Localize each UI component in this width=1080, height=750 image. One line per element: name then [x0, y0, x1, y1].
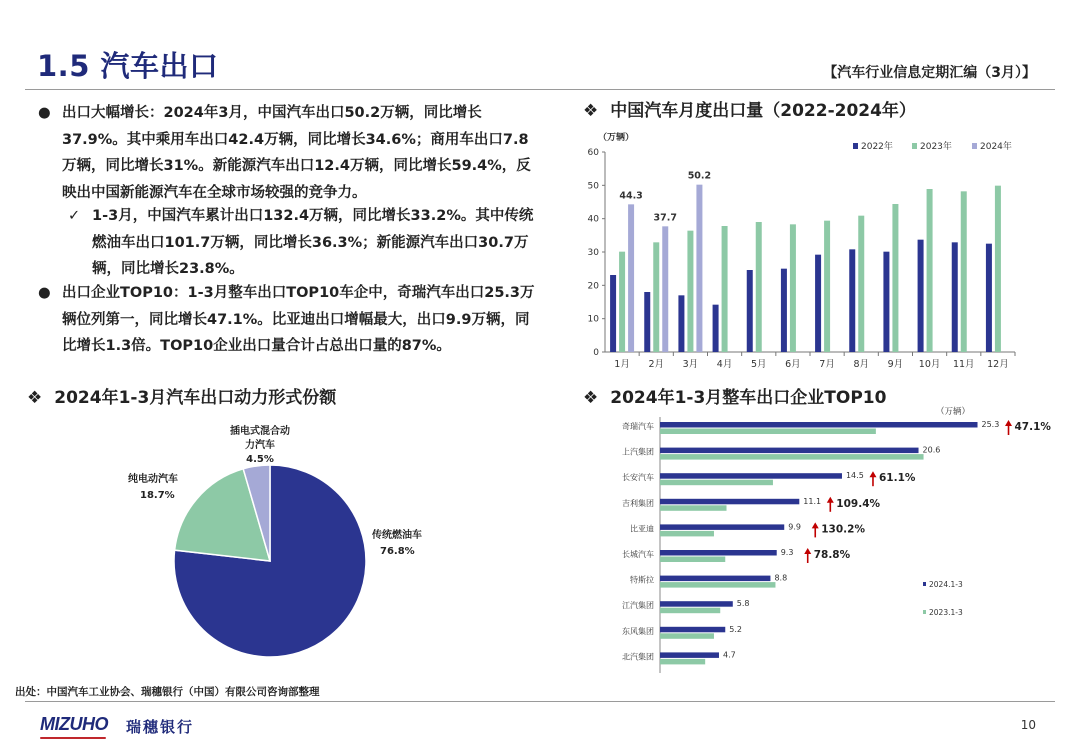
category-label: 长城汽车 [622, 550, 654, 559]
up-arrow-head-icon [812, 522, 819, 528]
bar-2023.1-3 [660, 659, 705, 665]
bar-2022年 [713, 305, 719, 352]
value-label: 9.9 [788, 522, 801, 532]
bank-name: 瑞穗银行 [126, 718, 195, 736]
value-label: 5.2 [729, 624, 742, 634]
x-tick-label: 7月 [819, 359, 835, 370]
diamond-icon: ❖ [583, 388, 599, 408]
bar-2023.1-3 [660, 633, 714, 639]
bar-2022年 [952, 242, 958, 352]
bar-2023年 [790, 224, 796, 352]
bar-2023年 [824, 221, 830, 352]
section-title-top10: ❖ 2024年1-3月整车出口企业TOP10 [583, 388, 887, 408]
sub-bullet-q1-export [68, 203, 538, 283]
powertrain-pie-chart [100, 415, 460, 670]
category-label: 吉利集团 [622, 498, 654, 508]
x-tick-label: 5月 [750, 359, 767, 370]
pie-pct-label: 76.8% [380, 546, 415, 557]
bullet-text: 出口大幅增长：2024年3月，中国汽车出口50.2万辆，同比增长37.9%。其中乘用车出口42.4万辆，同比增长34.6%；商用车出口7.8万辆，同比增长31%。新能源汽车出口12.4万辆，同比增长59.4%，反映出中国新能源汽车在全球市场较强的竞争力。 [62, 105, 531, 201]
sub-bullet-text: 1-3月，中国汽车累计出口132.4万辆，同比增长33.2%。其中传统燃油车出口101.7万辆，同比增长36.3%；新能源汽车出口30.7万辆，同比增长23.8%。 [92, 208, 534, 277]
data-label: 50.2 [687, 170, 712, 182]
diamond-icon: ❖ [27, 388, 43, 408]
checkmark-icon: ✓ [68, 208, 81, 224]
legend-swatch [923, 582, 926, 586]
x-tick-label: 8月 [853, 359, 870, 370]
up-arrow-head-icon [1005, 420, 1012, 426]
pie-label: 插电式混合动 [230, 426, 290, 437]
legend-label: 2023.1-3 [929, 608, 963, 617]
value-label: 9.3 [780, 548, 794, 557]
section-title-monthly: ❖ 中国汽车月度出口量（2022-2024年） [583, 101, 916, 121]
category-label: 东风集团 [622, 626, 654, 636]
bar-2023年 [892, 204, 898, 352]
bar-2022年 [644, 292, 650, 352]
category-label: 特斯拉 [630, 575, 654, 585]
bar-2023.1-3 [660, 454, 924, 460]
bar-2022年 [986, 244, 992, 352]
bar-2023年 [653, 242, 659, 352]
category-label: 长安汽车 [622, 473, 654, 483]
bar-2023年 [961, 191, 967, 352]
page-number: 10 [1020, 718, 1036, 732]
bar-2024.1-3 [660, 524, 784, 530]
legend-swatch [853, 143, 858, 149]
x-tick-label: 6月 [785, 359, 801, 370]
bar-2024.1-3 [660, 499, 799, 505]
x-tick-label: 11月 [952, 359, 975, 370]
x-tick-label: 2月 [648, 359, 665, 370]
category-label: 北汽集团 [622, 652, 654, 662]
x-tick-label: 1月 [614, 359, 630, 370]
mizuho-logo: MIZUHO [40, 714, 108, 734]
bar-2022年 [747, 270, 753, 352]
bar-2023年 [687, 231, 693, 352]
up-arrow-head-icon [869, 471, 876, 477]
bar-2024.1-3 [660, 576, 770, 582]
category-label: 上汽集团 [622, 447, 654, 457]
growth-label: 109.4% [836, 497, 881, 510]
logo-underline [40, 737, 106, 739]
bar-2022年 [849, 249, 855, 352]
bar-2023.1-3 [660, 429, 876, 435]
legend-label: 2023年 [920, 142, 952, 152]
legend-label: 2024年 [980, 142, 1012, 152]
page-title: 1.5 汽车出口 [37, 49, 219, 83]
footer-divider [25, 701, 1055, 702]
header-divider [25, 89, 1055, 90]
bullet-dot-icon: ● [38, 105, 51, 121]
value-label: 14.5 [845, 471, 864, 481]
legend-swatch [912, 143, 917, 149]
data-label: 37.7 [653, 212, 677, 224]
growth-label: 61.1% [878, 472, 916, 485]
up-arrow-head-icon [827, 497, 834, 503]
pie-label: 纯电动汽车 [128, 474, 178, 485]
category-label: 江汽集团 [622, 601, 654, 611]
unit-label: （万辆） [936, 407, 971, 417]
legend-label: 2022年 [861, 142, 893, 152]
section-title-pie: ❖ 2024年1-3月汽车出口动力形式份额 [27, 388, 337, 408]
y-tick-label: 40 [587, 214, 599, 225]
bar-2023.1-3 [660, 480, 773, 486]
x-tick-label: 3月 [682, 359, 699, 370]
bar-2024.1-3 [660, 422, 978, 428]
bar-2022年 [815, 255, 821, 352]
bullet-export-growth [38, 100, 538, 206]
pie-label: 力汽车 [245, 440, 275, 451]
bar-2024年 [628, 204, 634, 352]
bar-2022年 [678, 295, 684, 352]
bar-2022年 [883, 252, 889, 352]
bar-2022年 [610, 275, 616, 352]
bar-2024.1-3 [660, 601, 733, 607]
value-label: 5.8 [736, 599, 750, 609]
bar-2023.1-3 [660, 608, 720, 614]
top10-exporters-chart [600, 403, 1051, 675]
bar-2024.1-3 [660, 652, 719, 658]
category-label: 比亚迪 [630, 524, 654, 534]
pie-label: 传统燃油车 [372, 530, 422, 541]
bar-2023.1-3 [660, 505, 727, 511]
bar-2022年 [918, 240, 924, 352]
y-axis-unit-label: （万辆） [598, 133, 635, 143]
data-label: 44.3 [619, 190, 643, 202]
bar-2023年 [927, 189, 933, 352]
growth-label: 78.8% [813, 549, 851, 561]
bar-2022年 [781, 269, 787, 352]
bar-2023年 [756, 222, 762, 352]
x-tick-label: 9月 [887, 359, 904, 370]
y-tick-label: 20 [587, 281, 599, 292]
category-label: 奇瑞汽车 [622, 422, 654, 431]
value-label: 20.6 [922, 445, 941, 455]
bar-2023年 [858, 216, 864, 352]
pie-pct-label: 18.7% [140, 490, 175, 501]
bar-2023.1-3 [660, 531, 714, 537]
bar-2023年 [619, 252, 625, 352]
bullet-top10 [38, 280, 538, 360]
y-tick-label: 10 [587, 314, 599, 325]
legend-swatch [923, 610, 926, 614]
series-title: 【汽车行业信息定期汇编（3月）】 [823, 65, 1036, 81]
value-label: 11.1 [803, 496, 822, 506]
bullet-text: 出口企业TOP10：1-3月整车出口TOP10车企中，奇瑞汽车出口25.3万辆位列第一，同比增长47.1%。比亚迪出口增幅最大，出口9.9万辆，同比增长1.3倍。TOP10企业出口量合计占总出口量的87%。 [62, 285, 535, 354]
value-label: 8.8 [774, 573, 788, 583]
bar-2023年 [722, 226, 728, 352]
up-arrow-head-icon [804, 548, 811, 554]
legend-swatch [972, 143, 977, 149]
bar-2024.1-3 [660, 627, 725, 633]
y-tick-label: 0 [593, 348, 599, 358]
source-note: 出处：中国汽车工业协会、瑞穗银行（中国）有限公司咨询部整理 [15, 686, 320, 698]
bar-2024.1-3 [660, 473, 842, 479]
bar-2024.1-3 [660, 448, 919, 454]
x-tick-label: 12月 [987, 359, 1009, 370]
value-label: 4.7 [722, 650, 736, 660]
bar-2023.1-3 [660, 582, 775, 588]
bar-2023.1-3 [660, 557, 725, 563]
bar-2024年 [696, 185, 702, 352]
pie-pct-label: 4.5% [246, 454, 274, 465]
y-tick-label: 30 [587, 248, 599, 258]
growth-label: 47.1% [1014, 421, 1051, 433]
growth-label: 130.2% [821, 523, 865, 536]
bullet-dot-icon: ● [38, 285, 51, 301]
legend-label: 2024.1-3 [929, 580, 963, 589]
x-tick-label: 10月 [918, 359, 941, 370]
monthly-export-chart [560, 125, 1030, 380]
x-tick-label: 4月 [716, 359, 733, 370]
y-tick-label: 60 [587, 148, 599, 158]
y-tick-label: 50 [587, 181, 599, 192]
value-label: 25.3 [981, 420, 1000, 429]
diamond-icon: ❖ [583, 101, 599, 121]
bar-2024.1-3 [660, 550, 777, 556]
bar-2023年 [995, 186, 1001, 352]
bar-2024年 [662, 226, 668, 352]
